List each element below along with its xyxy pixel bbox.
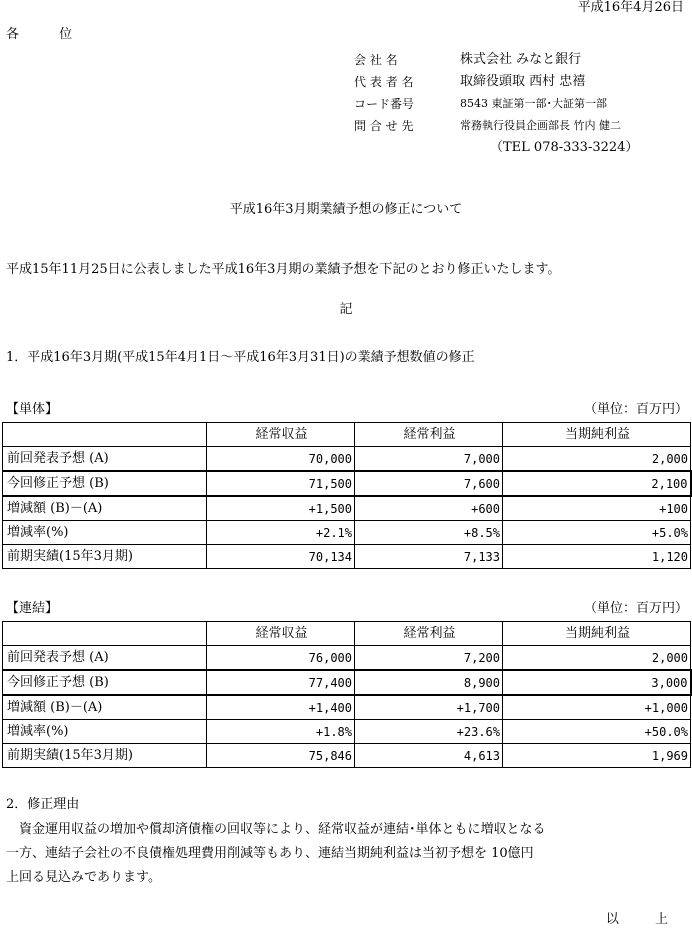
header-cell-ordinary-profit: 経常利益 — [355, 622, 503, 646]
code-value: 8543 東証第一部･大証第一部 — [460, 97, 607, 110]
cell-value: 2,000 — [503, 646, 691, 671]
header-cell-ordinary-profit: 経常利益 — [355, 423, 503, 447]
row-label: 前回発表予想 (A) — [3, 646, 207, 671]
cell-value: 7,133 — [355, 545, 503, 569]
table-row — [3, 545, 691, 569]
cell-value: +1.8% — [207, 720, 355, 744]
cell-value: 70,000 — [207, 447, 355, 472]
header-cell-blank — [3, 622, 207, 646]
table-nonconsolidated-unit: （単位：百万円） — [583, 402, 688, 417]
header-cell-net-income: 当期純利益 — [503, 423, 691, 447]
table-row — [3, 496, 691, 521]
cell-value: +23.6% — [355, 720, 503, 744]
cell-value: +8.5% — [355, 521, 503, 545]
section2-title: 2．修正理由 — [6, 797, 80, 812]
company-name-label: 会 社 名 — [354, 53, 398, 67]
contact-row — [354, 118, 621, 140]
header-cell-revenue: 経常収益 — [207, 622, 355, 646]
table-nonconsolidated-title: 【単体】 — [6, 402, 59, 417]
cell-value: +1,500 — [207, 496, 355, 521]
table-row — [3, 471, 691, 496]
row-label: 増減率(%) — [3, 521, 207, 545]
document-subject: 平成16年3月期業績予想の修正について — [229, 202, 463, 217]
contact-tel: （TEL 078-333-3224） — [490, 140, 639, 155]
reason-line: 一方、連結子会社の不良債権処理費用削減等もあり、連結当期純利益は当初予想を 10億円 — [6, 846, 534, 861]
row-label: 今回修正予想 (B) — [3, 670, 207, 695]
table-row — [3, 720, 691, 744]
table-header-row — [3, 622, 691, 646]
table-row — [3, 695, 691, 720]
cell-value: +50.0% — [503, 720, 691, 744]
representative-row — [354, 74, 621, 96]
section1-title: 1．平成16年3月期(平成15年4月1日～平成16年3月31日)の業績予想数値の修正 — [6, 350, 475, 365]
row-label: 前期実績(15年3月期) — [3, 744, 207, 768]
code-row — [354, 96, 621, 118]
cell-value: +1,700 — [355, 695, 503, 720]
addressee: 各 位 — [6, 27, 91, 42]
cell-value: +5.0% — [503, 521, 691, 545]
cell-value: +2.1% — [207, 521, 355, 545]
cell-value: 7,200 — [355, 646, 503, 671]
cell-value: 70,134 — [207, 545, 355, 569]
cell-value: 77,400 — [207, 670, 355, 695]
table-row — [3, 744, 691, 768]
cell-value: +1,000 — [503, 695, 691, 720]
table-row — [3, 521, 691, 545]
code-label: コード番号 — [354, 97, 415, 111]
cell-value: 3,000 — [503, 670, 691, 695]
table-consolidated-unit: （単位：百万円） — [583, 601, 688, 616]
cell-value: 8,900 — [355, 670, 503, 695]
table-row — [3, 670, 691, 695]
cell-value: 75,846 — [207, 744, 355, 768]
closing-mark: 以 上 — [605, 912, 684, 927]
table-nonconsolidated — [2, 422, 692, 569]
document-date: 平成16年4月26日 — [577, 0, 684, 15]
row-label: 増減額 (B)－(A) — [3, 695, 207, 720]
representative-label: 代 表 者 名 — [354, 75, 414, 89]
table-consolidated-title: 【連結】 — [6, 601, 59, 616]
company-name-row — [354, 52, 621, 74]
cell-value: +600 — [355, 496, 503, 521]
company-name-value: 株式会社 みなと銀行 — [460, 52, 582, 67]
table-row — [3, 646, 691, 671]
cell-value: 2,100 — [503, 471, 691, 496]
table-row — [3, 447, 691, 472]
reason-line: 上回る見込みであります。 — [6, 870, 161, 885]
row-label: 増減率(%) — [3, 720, 207, 744]
cell-value: +100 — [503, 496, 691, 521]
row-label: 今回修正予想 (B) — [3, 471, 207, 496]
reason-line: 資金運用収益の増加や償却済債権の回収等により、経常収益が連結･単体ともに増収となる — [6, 822, 546, 837]
table-header-row — [3, 423, 691, 447]
row-label: 増減額 (B)－(A) — [3, 496, 207, 521]
contact-label: 問 合 せ 先 — [354, 119, 414, 133]
table-consolidated — [2, 621, 692, 768]
company-info — [354, 52, 621, 140]
cell-value: 7,000 — [355, 447, 503, 472]
cell-value: 1,120 — [503, 545, 691, 569]
cell-value: 1,969 — [503, 744, 691, 768]
header-cell-net-income: 当期純利益 — [503, 622, 691, 646]
cell-value: 71,500 — [207, 471, 355, 496]
header-cell-revenue: 経常収益 — [207, 423, 355, 447]
intro-paragraph: 平成15年11月25日に公表しました平成16年3月期の業績予想を下記のとおり修正いたします。 — [6, 262, 561, 277]
row-label: 前回発表予想 (A) — [3, 447, 207, 472]
cell-value: 2,000 — [503, 447, 691, 472]
cell-value: 7,600 — [355, 471, 503, 496]
contact-value: 常務執行役員企画部長 竹内 健二 — [460, 119, 621, 132]
row-label: 前期実績(15年3月期) — [3, 545, 207, 569]
cell-value: 76,000 — [207, 646, 355, 671]
header-cell-blank — [3, 423, 207, 447]
representative-value: 取締役頭取 西村 忠禧 — [460, 74, 586, 89]
ki-heading: 記 — [339, 302, 353, 317]
cell-value: +1,400 — [207, 695, 355, 720]
cell-value: 4,613 — [355, 744, 503, 768]
